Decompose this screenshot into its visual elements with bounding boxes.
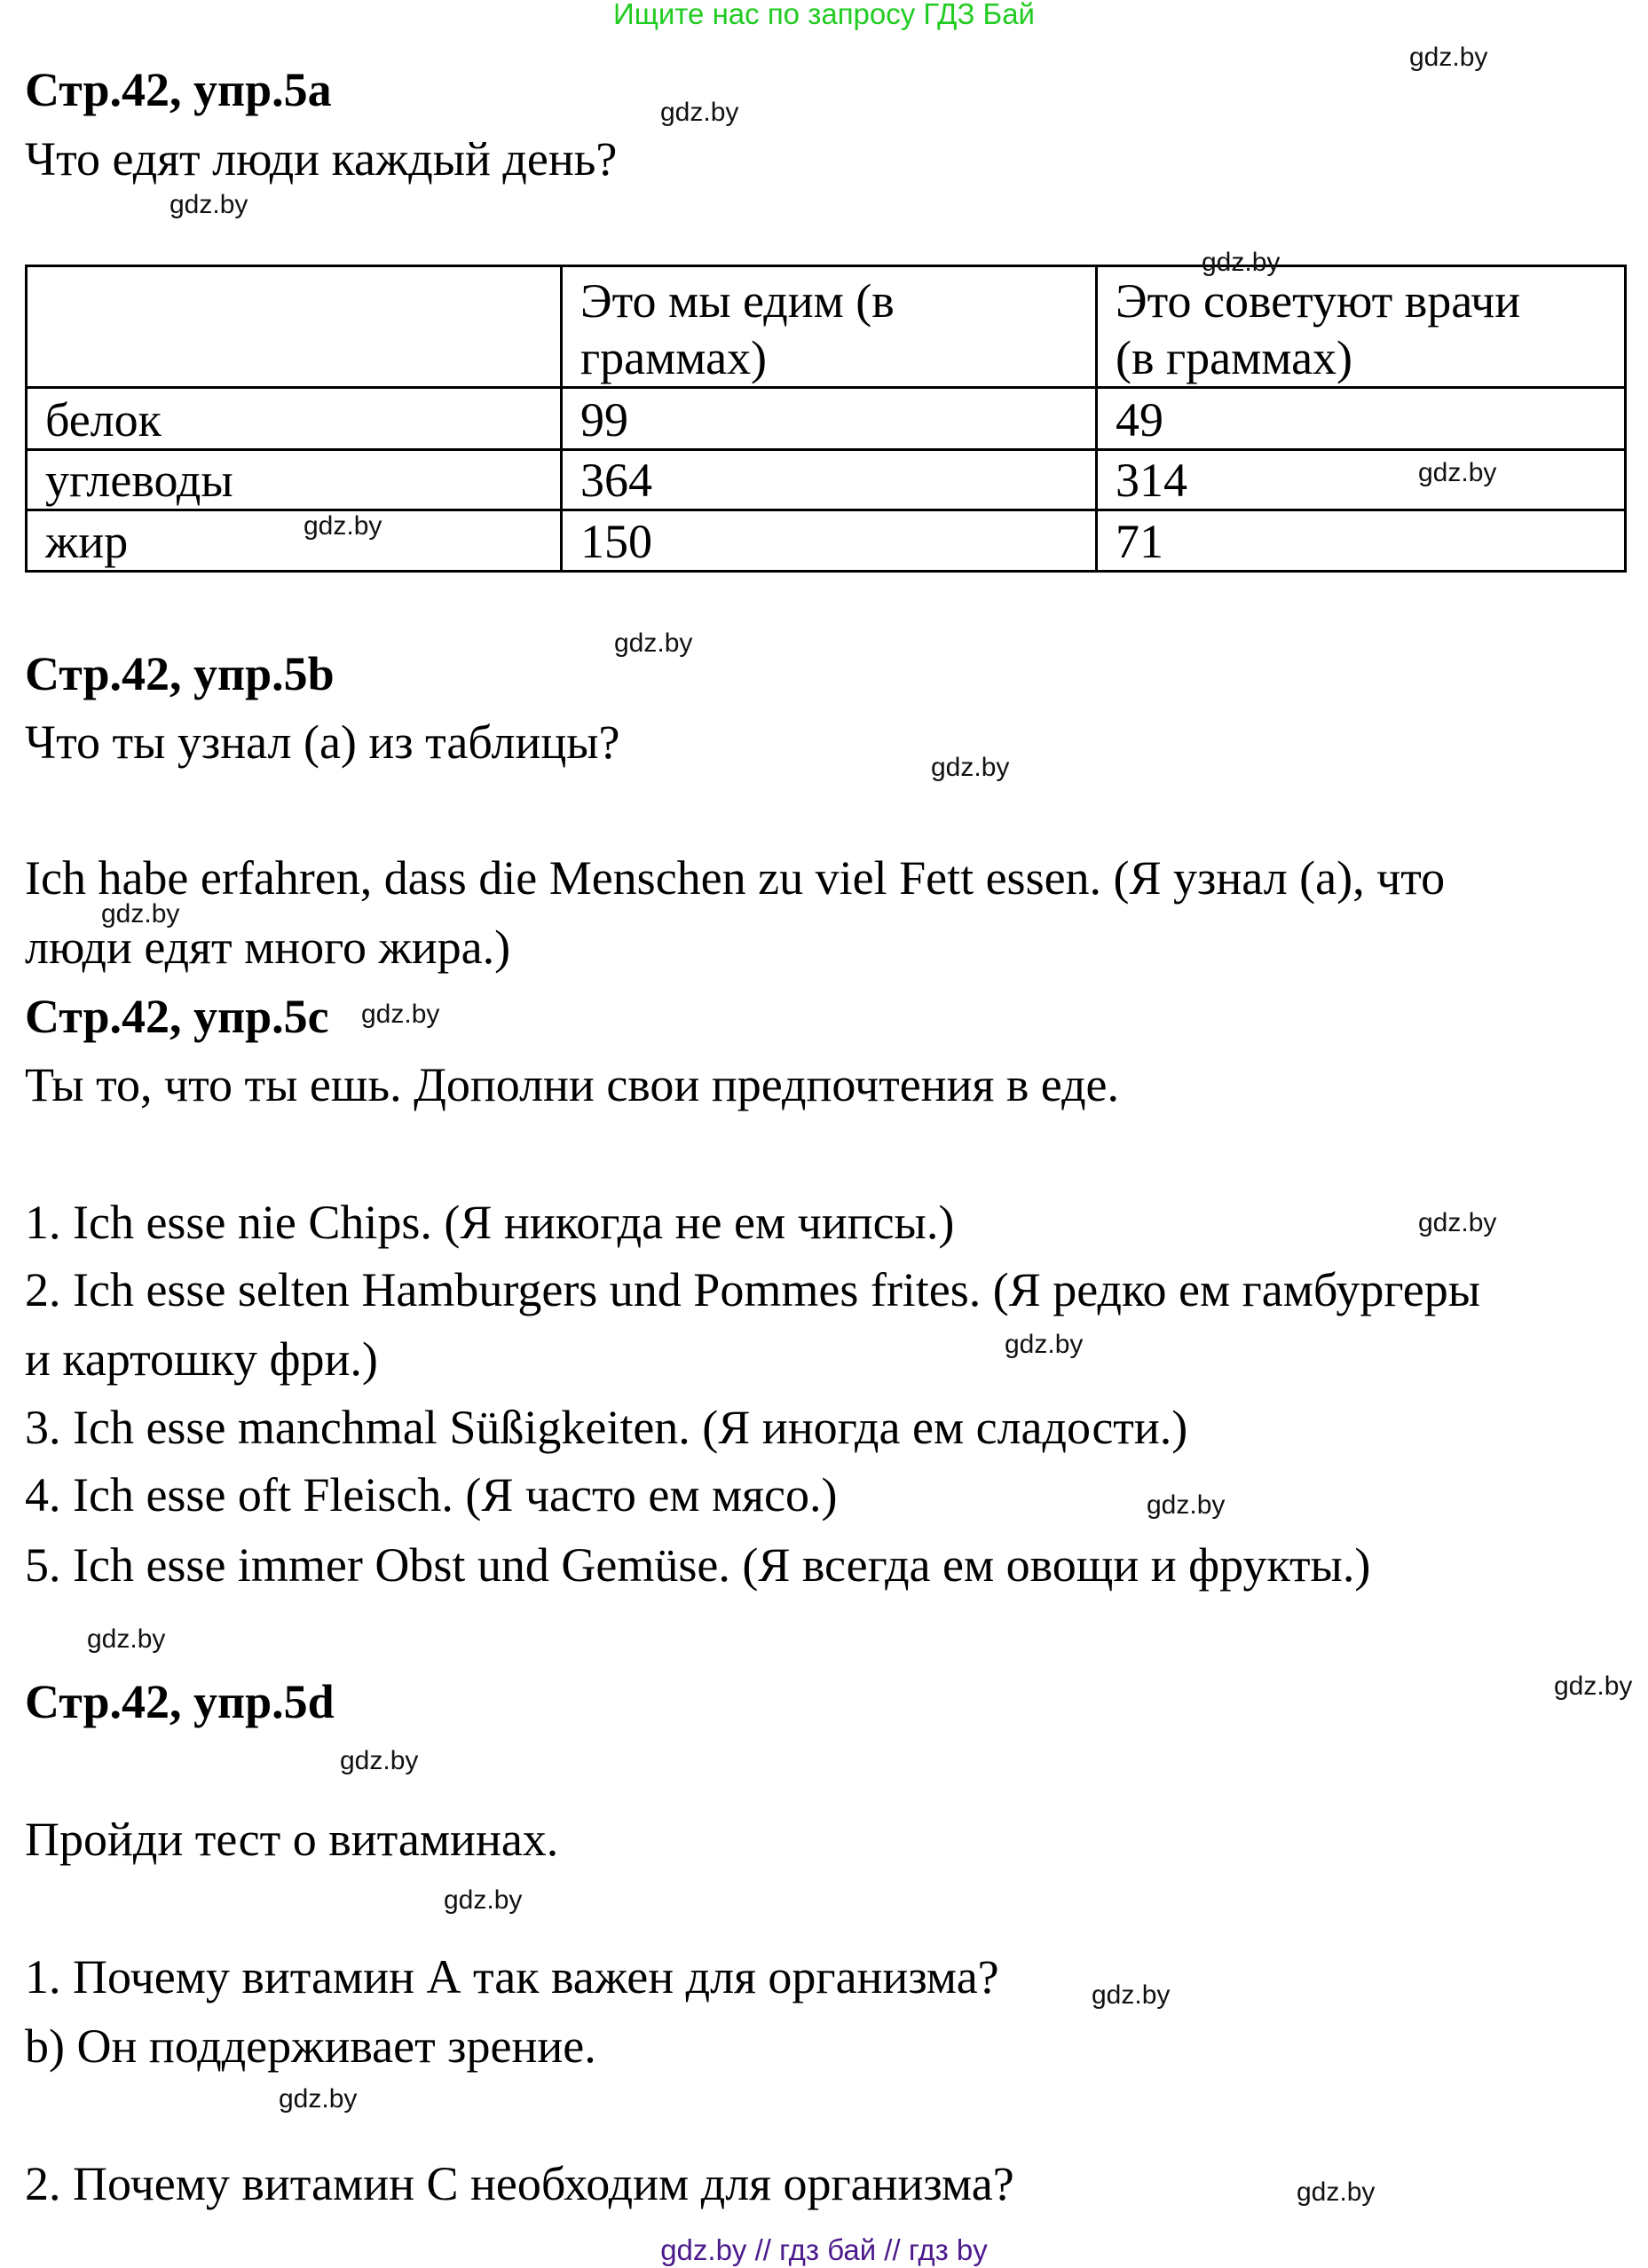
header-text: Это советуют врачи [1116, 274, 1521, 328]
watermark: gdz.by [87, 1624, 166, 1654]
footer-links[interactable]: gdz.by // гдз бай // гдз by [660, 2233, 988, 2266]
watermark: gdz.by [1202, 248, 1281, 277]
watermark: gdz.by [1418, 1208, 1497, 1237]
watermark: gdz.by [1418, 458, 1497, 487]
nutrition-table [25, 265, 1627, 573]
list-item: 4. Ich esse oft Fleisch. (Я часто ем мясо.) [25, 1468, 838, 1521]
watermark: gdz.by [1297, 2177, 1376, 2207]
table-row [27, 388, 1626, 450]
watermark: gdz.by [304, 511, 382, 541]
question-5a: Что едят люди каждый день? [25, 132, 618, 186]
list-item: 5. Ich esse immer Obst und Gemüse. (Я всегда ем овощи и фрукты.) [25, 1538, 1371, 1592]
heading-5d: Стр.42, упр.5d [25, 1675, 335, 1728]
watermark: gdz.by [660, 98, 739, 127]
heading-5b: Стр.42, упр.5b [25, 647, 335, 700]
question-5d: Пройди тест о витаминах. [25, 1813, 559, 1866]
table-cell: 150 [562, 510, 1097, 572]
table-cell: жир [27, 510, 562, 572]
table-cell: белок [27, 388, 562, 450]
table-row [27, 510, 1626, 572]
search-banner[interactable]: Ищите нас по запросу ГДЗ Бай [613, 0, 1035, 30]
watermark: gdz.by [1554, 1671, 1633, 1701]
question-5b: Что ты узнал (а) из таблицы? [25, 715, 620, 769]
watermark: gdz.by [1092, 1980, 1171, 2010]
quiz-line: 2. Почему витамин С необходим для организма? [25, 2157, 1014, 2210]
quiz-line: b) Он поддерживает зрение. [25, 2019, 596, 2073]
header-text: Это мы едим (в [580, 274, 895, 328]
table-cell: 314 [1097, 450, 1626, 510]
table-cell: 49 [1097, 388, 1626, 450]
table-cell: 364 [562, 450, 1097, 510]
watermark: gdz.by [340, 1746, 419, 1775]
watermark: gdz.by [1005, 1330, 1084, 1359]
watermark: gdz.by [170, 190, 248, 219]
watermark: gdz.by [361, 1000, 440, 1029]
watermark: gdz.by [614, 628, 693, 658]
heading-5c: Стр.42, упр.5c [25, 990, 329, 1043]
answer-line: Ich habe erfahren, dass die Menschen zu viel Fett essen. (Я узнал (а), что [25, 851, 1446, 905]
watermark: gdz.by [279, 2084, 358, 2114]
list-item: 2. Ich esse selten Hamburgers und Pommes frites. (Я редко ем гамбургеры [25, 1263, 1481, 1316]
quiz-line: 1. Почему витамин А так важен для организма? [25, 1950, 999, 2003]
table-cell: углеводы [27, 450, 562, 510]
header-text: граммах) [580, 331, 768, 384]
watermark: gdz.by [1147, 1490, 1226, 1520]
list-item: 3. Ich esse manchmal Süßigkeiten. (Я иногда ем сладости.) [25, 1401, 1188, 1454]
table-header-cell [1097, 266, 1626, 388]
question-5c: Ты то, что ты ешь. Дополни свои предпочтения в еде. [25, 1058, 1120, 1111]
watermark: gdz.by [444, 1885, 523, 1915]
header-text: (в граммах) [1116, 331, 1353, 384]
table-cell: 71 [1097, 510, 1626, 572]
table-row [27, 450, 1626, 510]
table-header-cell [562, 266, 1097, 388]
watermark: gdz.by [101, 899, 180, 929]
answer-line: люди едят много жира.) [25, 921, 511, 974]
list-item: и картошку фри.) [25, 1332, 378, 1386]
table-header-row [27, 266, 1626, 388]
heading-5a: Стр.42, упр.5a [25, 63, 332, 116]
watermark: gdz.by [1409, 43, 1488, 72]
watermark: gdz.by [931, 753, 1010, 782]
table-cell: 99 [562, 388, 1097, 450]
table-header-cell [27, 266, 562, 388]
list-item: 1. Ich esse nie Chips. (Я никогда не ем чипсы.) [25, 1196, 955, 1249]
